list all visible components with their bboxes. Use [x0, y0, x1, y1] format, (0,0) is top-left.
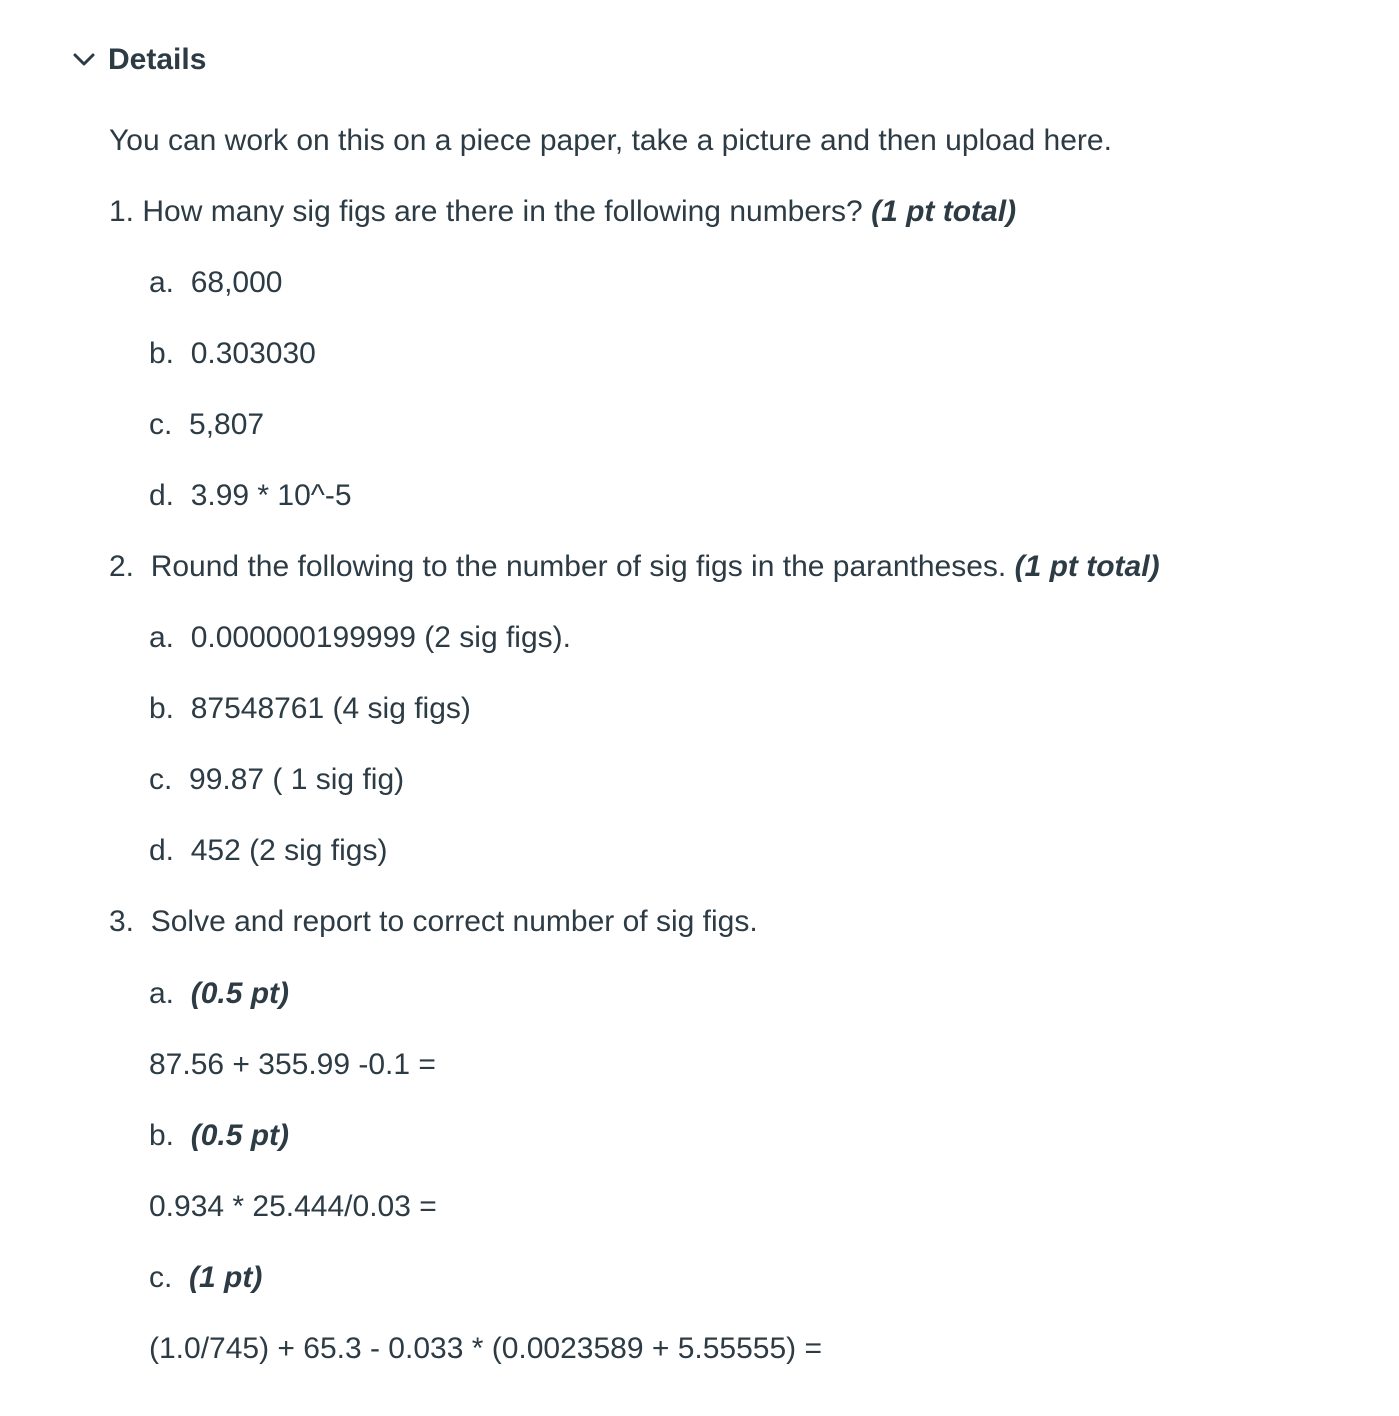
- item-letter: a.: [149, 621, 175, 654]
- item-letter: b.: [149, 1119, 175, 1152]
- question-number: 3.: [109, 905, 135, 938]
- question-number: 1.: [109, 195, 135, 228]
- points-label: (0.5 pt): [190, 1119, 290, 1152]
- question-3: [109, 902, 758, 942]
- expression: (1.0/745) + 65.3 - 0.033 * (0.0023589 + 5.55555) =: [149, 1332, 823, 1365]
- item-text: 68,000: [190, 266, 283, 299]
- item-text: 5,807: [189, 408, 265, 441]
- question-number: 2.: [109, 550, 135, 583]
- item-letter: a.: [149, 266, 175, 299]
- intro-text: You can work on this on a piece paper, take a picture and then upload here.: [109, 124, 1112, 157]
- details-toggle[interactable]: [70, 40, 206, 80]
- item-text: 452 (2 sig figs): [190, 834, 388, 867]
- item-letter: d.: [149, 834, 175, 867]
- item-text: 99.87 ( 1 sig fig): [189, 763, 405, 796]
- item-letter: c.: [149, 408, 173, 441]
- question-text: Round the following to the number of sig figs in the parantheses.: [150, 550, 1007, 583]
- item-letter: b.: [149, 692, 175, 725]
- list-item: [149, 476, 352, 516]
- list-item: [149, 1116, 289, 1156]
- list-item: [149, 689, 471, 729]
- list-item: [149, 1258, 262, 1298]
- question-text: Solve and report to correct number of sig figs.: [150, 905, 758, 938]
- item-letter: c.: [149, 763, 173, 796]
- chevron-down-icon: [70, 46, 98, 74]
- list-item: [149, 974, 289, 1014]
- item-text: 87548761 (4 sig figs): [190, 692, 471, 725]
- list-item: [149, 831, 387, 871]
- question-2: [109, 547, 1160, 587]
- item-letter: b.: [149, 337, 175, 370]
- expression: 87.56 + 355.99 -0.1 =: [149, 1048, 436, 1081]
- item-letter: c.: [149, 1261, 173, 1294]
- item-text: 0.303030: [190, 337, 316, 370]
- list-item: [149, 263, 282, 303]
- list-item: [149, 334, 316, 374]
- item-letter: d.: [149, 479, 175, 512]
- expression: 0.934 * 25.444/0.03 =: [149, 1190, 437, 1223]
- list-item: [149, 618, 571, 658]
- list-item: [149, 405, 264, 445]
- item-text: 0.000000199999 (2 sig figs).: [190, 621, 571, 654]
- points-label: (1 pt total): [871, 195, 1017, 228]
- list-item: [149, 760, 404, 800]
- points-label: (0.5 pt): [190, 977, 290, 1010]
- details-label: Details: [108, 43, 207, 76]
- item-text: 3.99 * 10^-5: [190, 479, 352, 512]
- question-text: How many sig figs are there in the following numbers?: [142, 195, 863, 228]
- item-letter: a.: [149, 977, 175, 1010]
- question-1: [109, 192, 1016, 232]
- points-label: (1 pt total): [1014, 550, 1160, 583]
- points-label: (1 pt): [189, 1261, 263, 1294]
